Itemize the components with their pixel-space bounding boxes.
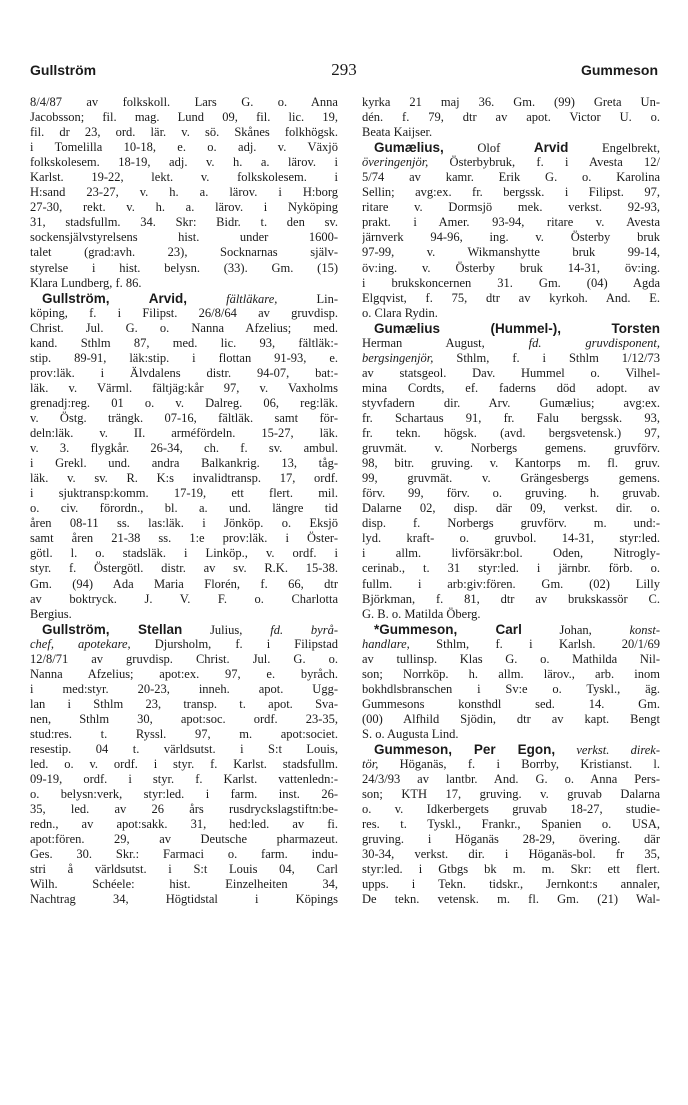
text-run: Engelbrekt, <box>568 141 660 156</box>
text-line: i allm. livförsäkr:bol. Oden, Nitrogly- <box>362 546 660 561</box>
text-line: son; KTH 17, gruving. v. gruvab Dalarna <box>362 787 660 802</box>
text-line <box>362 140 660 155</box>
text-line <box>362 155 660 170</box>
text-line: Elgqvist, f. 75, dtr av kyrkoh. And. E. <box>362 290 660 305</box>
text-line: Jacobsson; fil. mag. Lund 09, fil. lic. 19, <box>30 110 338 125</box>
text-line: resestip. 04 t. världsutst. i S:t Louis, <box>30 742 338 757</box>
text-line: stri å världsutst. i S:t Louis 04, Carl <box>30 862 338 877</box>
text-line: av statsgeol. Dav. Hummel o. Vilhel- <box>362 365 660 380</box>
text-line: i brukskoncernen 31. Gm. (04) Agda <box>362 275 660 290</box>
page-number: 293 <box>331 60 357 79</box>
text-line: prov:läk. i Älvdalens distr. 94-07, bat:- <box>30 365 338 380</box>
text-line: Christ. Jul. G. o. Nanna Afzelius; med. <box>30 320 338 335</box>
text-line: styrelse i hist. belysn. (33). Gm. (15) <box>30 260 338 275</box>
entry-name: Arvid <box>533 140 569 156</box>
text-line: son; Norrköp. h. allm. lärov., arb. inom <box>362 666 660 681</box>
running-header <box>30 62 658 82</box>
text-line: 30-34, verkst. dir. i Höganäs-bol. fr 35, <box>362 847 660 862</box>
text-line: (00) Alfhild Sjödin, dtr av kapt. Bengt <box>362 711 660 726</box>
text-line: S. o. Augusta Lind. <box>362 726 459 741</box>
text-line <box>362 321 660 336</box>
text-line: järnverk 94-96, ing. v. Österby bruk <box>362 230 660 245</box>
text-line: 09-19, ordf. i styr. f. Karlst. vattenledn:- <box>30 772 338 787</box>
text-line: Nanna Afzelius; apot:ex. 97, e. byråch. <box>30 666 338 681</box>
entry-name: Gullström, Stellan <box>42 621 183 637</box>
text-line: samt åren 21-38 ss. 1:e prov:läk. i Öster- <box>30 531 338 546</box>
text-line: åren 08-11 ss. las:läk. i Jönköp. o. Eksjö <box>30 516 338 531</box>
text-line: Bergius. <box>30 606 72 621</box>
text-line: led. o. v. ordf. i styr. f. Karlst. stadsfullm. <box>30 757 338 772</box>
text-line: i Tomelilla 10-18, e. o. adj. v. Växjö <box>30 140 338 155</box>
text-line: av tullinsp. Klas G. o. Mathilda Nil- <box>362 651 660 666</box>
text-line: apot:fören. 29, av Deutsche pharmazeut. <box>30 832 338 847</box>
text-run: Sthlm, f. i Karlsh. 20/1/69 <box>409 636 660 651</box>
text-line: 27-30, rekt. v. h. a. lärov. i Nyköping <box>30 200 338 215</box>
text-line <box>30 637 338 652</box>
text-line: cerinab., t. 31 styr:led. i järnbr. förb. o. <box>362 561 660 576</box>
text-line: v. 3. flygkår. 26-34, ch. f. sv. ambul. <box>30 441 338 456</box>
entry-title: fältläkare, <box>187 291 278 306</box>
text-line: Gm. (94) Ada Maria Florén, f. 66, dtr <box>30 576 338 591</box>
text-line: 5/74 av kamr. Erik G. o. Karolina <box>362 170 660 185</box>
entry-title: handlare, <box>362 636 410 651</box>
text-line: De tekn. vetensk. m. fl. Gm. (21) Wal- <box>362 892 660 907</box>
text-line: mina Cordts, ef. faderns död adopt. av <box>362 380 660 395</box>
text-line: 35, led. av 26 års rusdryckslagstiftn:be- <box>30 802 338 817</box>
text-line: prakt. i Amer. 93-94, ritare v. Avesta <box>362 215 660 230</box>
text-line: 99, gruvmät. v. Grängesbergs gemens. <box>362 471 660 486</box>
text-line: 31, stadsfullm. 34. Skr: Bidr. t. den sv. <box>30 215 338 230</box>
entry-title: chef, apotekare, <box>30 636 131 651</box>
text-line: i med:styr. 20-23, inneh. apot. Ugg- <box>30 681 338 696</box>
entry-title: överingenjör, <box>362 155 429 170</box>
text-line: o. v. Idkerbergets gruvab 18-27, studie- <box>362 802 660 817</box>
text-line: disp. f. Norbergs gruvförv. m. und:- <box>362 516 660 531</box>
text-line: Dalarne 02, disp. där 09, verkst. dir. o. <box>362 501 660 516</box>
text-line: 98, bitr. gruving. v. Kantorps m. fl. gruv. <box>362 456 660 471</box>
text-line: bokhdlsbranschen i Sv:e o. Tyskl., äg. <box>362 681 660 696</box>
entry-title: konst- <box>629 622 660 637</box>
text-line: fullm. i arb:giv:fören. Gm. (02) Lilly <box>362 576 660 591</box>
text-line: lyd. kraft- o. gruvbol. 14-31, styr:led. <box>362 531 660 546</box>
text-line: fr. tekn. högsk. (avd. bergsvetensk.) 97, <box>362 426 660 441</box>
text-line: i Grekl. und. andra Balkankrig. 13, tåg- <box>30 456 338 471</box>
text-line: styvfadern dir. Arv. Gumælius; avg:ex. <box>362 395 660 410</box>
entry-title: bergsingenjör, <box>362 350 434 365</box>
text-line: Nachtrag 34, Högtidstal i Köpings <box>30 892 338 907</box>
text-line <box>362 622 660 637</box>
text-line: Sellin; avg:ex. fr. bergssk. i Filipst. 97, <box>362 185 660 200</box>
text-line: fil. dr 23, ord. lär. v. sö. Skånes folkhögsk. <box>30 125 338 140</box>
text-line: götl. l. o. stadsläk. i Linköp., v. ordf. i <box>30 546 338 561</box>
text-line: Wilh. Schéele: hist. Einzelheiten 34, <box>30 877 338 892</box>
text-line: stud:res. t. Ryssl. 97, m. apot:societ. <box>30 726 338 741</box>
text-line: i sjuktransp:komm. 17-19, ett flert. mil. <box>30 486 338 501</box>
text-line: Karlst. 19-22, lekt. v. folkskolesem. i <box>30 170 338 185</box>
text-line: sockensjälvstyrelsens hist. under 1600- <box>30 230 338 245</box>
text-line: 8/4/87 av folkskoll. Lars G. o. Anna <box>30 95 338 109</box>
text-line: redn., av apot:sakk. 31, hed:led. av fi. <box>30 817 338 832</box>
text-line: res. t. Tyskl., Frankr., Spanien o. USA, <box>362 817 660 832</box>
text-run: Julius, <box>182 622 271 637</box>
text-line: styr:led. i Gtbgs bk m. m. Skr: ett flert. <box>362 862 660 877</box>
text-line: 97-99, v. Wikmanshytte bruk 99-14, <box>362 245 660 260</box>
text-line: gruvmät. v. Norbergs gemens. gruvförv. <box>362 441 660 456</box>
text-line: Björkman, f. 81, dtr av brukskassör C. <box>362 591 660 606</box>
entry-name: Gullström, Arvid, <box>42 290 187 306</box>
entry-name: *Gummeson, Carl <box>374 621 522 637</box>
left-column <box>30 95 338 908</box>
text-line: 24/3/93 av lantbr. And. G. o. Anna Pers- <box>362 772 660 787</box>
text-line <box>362 742 660 757</box>
text-line: Gummesons konsthdl sed. 14. Gm. <box>362 696 660 711</box>
text-line: av boktryck. J. V. F. o. Charlotta <box>30 591 338 606</box>
text-line <box>362 637 660 652</box>
text-run: Olof <box>443 141 534 156</box>
entry-title: tör, <box>362 757 379 772</box>
text-line: läk. v. Värml. fältjäg:kår 97, v. Vaxholms <box>30 380 338 395</box>
text-line: läk. v. sv. R. K:s invalidtransp. 17, ordf. <box>30 471 338 486</box>
text-line: folkskolesem. 18-19, adj. v. h. a. lärov. i <box>30 155 338 170</box>
text-line: deln:läk. v. II. arméfördeln. 15-27, läk. <box>30 426 338 441</box>
text-line: upps. i Tekn. tidskr., Jernkont:s annaler, <box>362 877 660 892</box>
text-line <box>362 757 660 772</box>
right-column <box>362 95 660 908</box>
text-line <box>362 351 660 366</box>
text-run: Sthlm, f. i Sthlm 1/12/73 <box>433 350 660 365</box>
text-line: G. B. o. Matilda Öberg. <box>362 606 481 621</box>
text-line <box>362 336 660 351</box>
text-line: Klara Lundberg, f. 86. <box>30 275 142 290</box>
text-line: förv. 99, förv. o. gruving. h. gruvab. <box>362 486 660 501</box>
text-line <box>30 622 338 637</box>
text-run: Djursholm, f. i Filipstad <box>130 636 338 651</box>
text-line: kand. Sthlm 87, med. lic. 93, fältläk:- <box>30 335 338 350</box>
text-line: nen, Sthlm 30, apot:soc. ordf. 23-35, <box>30 711 338 726</box>
text-line: talet (grad:avh. 23), Socknarnas själv- <box>30 245 338 260</box>
text-run: Lin- <box>277 291 338 306</box>
text-line: ritare v. Dormsjö mek. verkst. 92-93, <box>362 200 660 215</box>
text-line: dén. f. 79, dtr av apot. Victor U. o. <box>362 110 660 125</box>
entry-name: Gummeson, Per Egon, <box>374 742 556 758</box>
text-line: Beata Kaijser. <box>362 125 433 140</box>
text-line: köping, f. i Filipst. 26/8/64 av gruvdisp. <box>30 305 338 320</box>
text-line: grenadj:reg. 01 o. v. Dalreg. 06, reg:läk. <box>30 395 338 410</box>
text-run: Johan, <box>521 622 630 637</box>
text-run: Österbybruk, f. i Avesta 12/ <box>428 155 660 170</box>
text-line: öv:ing. v. Österby bruk 14-31, öv:ing. <box>362 260 660 275</box>
text-line <box>30 291 338 306</box>
entry-name: Gumælius, <box>374 140 444 156</box>
text-run: Herman August, <box>362 335 529 350</box>
text-line: kyrka 21 maj 36. Gm. (99) Greta Un- <box>362 95 660 109</box>
text-line: gruving. i Höganäs 28-29, övering. där <box>362 832 660 847</box>
text-line: 12/8/71 av gruvdisp. Christ. Jul. G. o. <box>30 651 338 666</box>
header-left-word: Gullström <box>30 62 97 78</box>
text-line: o. belysn:verk, styr:led. i farm. inst. 26- <box>30 787 338 802</box>
text-line: fr. Schartaus 91, fr. Falu bergssk. 93, <box>362 410 660 425</box>
text-line: styr. f. Östergötl. distr. av sv. R.K. 15-38. <box>30 561 338 576</box>
text-line: o. civ. förordn., bl. a. und. längre tid <box>30 501 338 516</box>
text-line: Ges. 30. Skr.: Farmaci o. farm. indu- <box>30 847 338 862</box>
text-run: Höganäs, f. i Borrby, Kristianst. l. <box>378 757 660 772</box>
text-line: lan i Sthlm 23, transp. t. apot. Sva- <box>30 696 338 711</box>
header-right-word: Gummeson <box>580 62 658 78</box>
entry-title: fd. gruvdisponent, <box>528 335 660 350</box>
text-line: H:sand 23-27, v. h. a. lärov. i H:borg <box>30 185 338 200</box>
text-line: v. Östg. trängk. 07-16, fältläk. samt för- <box>30 410 338 425</box>
text-line: stip. 89-91, läk:stip. i flottan 91-93, e. <box>30 350 338 365</box>
text-line: o. Clara Rydin. <box>362 305 438 320</box>
entry-title: verkst. direk- <box>555 743 660 758</box>
entry-title: fd. byrå- <box>270 622 338 637</box>
entry-name: Gumælius (Hummel-), Torsten <box>374 320 660 336</box>
